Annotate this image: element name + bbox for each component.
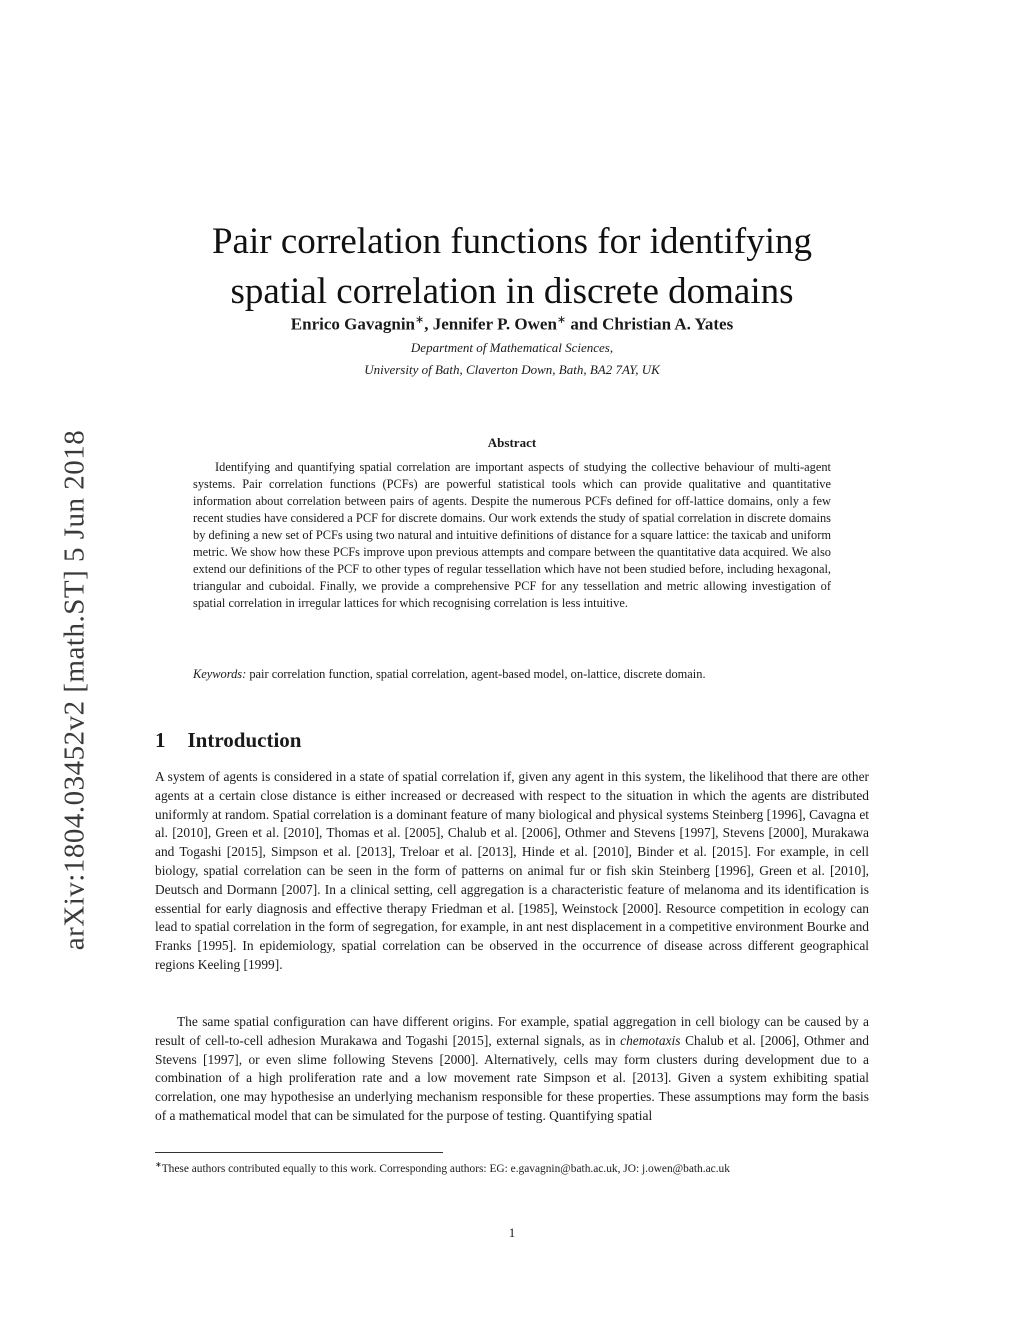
- abstract-heading: Abstract: [487, 435, 537, 450]
- author-name: Jennifer P. Owen: [432, 314, 557, 334]
- author-list: [150, 313, 874, 335]
- author-separator: and: [566, 314, 603, 334]
- affiliation-department: Department of Mathematical Sciences,: [410, 340, 614, 355]
- body-paragraph: [155, 1013, 869, 1126]
- affiliation-address: University of Bath, Claverton Down, Bath, BA2 7AY, UK: [364, 362, 660, 377]
- paragraph-text: Chalub et al. [2006], Othmer and Stevens [1997], or even slime following Stevens [2000]. Alternatively, cells may form clusters during development due to a combination of a high proliferation rate and a low movement rate Simpson et al. [2013]. Given a system exhibiting spatial correlation, one may hypothesise an underlying mechanism responsible for these properties. These assumptions may form the basis of a mathematical model that can be simulated for the purpose of testing. Quantifying spatial: [155, 1032, 869, 1123]
- section-number: 1: [155, 728, 166, 752]
- equal-contribution-mark: ∗: [556, 314, 567, 326]
- body-paragraph: A system of agents is considered in a state of spatial correlation if, given any agent in this system, the likelihood that there are other agents at a certain close distance is either increased or decreased with respect to the situation in which the agents are distributed uniformly at random. Spatial correlation is a dominant feature of many biological and physical systems Steinberg [1996], Cavagna et al. [2010], Green et al. [2010], Thomas et al. [2005], Chalub et al. [2006], Othmer and Stevens [1997], Stevens [2000], Murakawa and Togashi [2015], Simpson et al. [2013], Treloar et al. [2013], Hinde et al. [2010], Binder et al. [2015]. For example, in cell biology, spatial correlation can be seen in the form of patterns on animal fur or fish skin Steinberg [1996], Green et al. [2010], Deutsch and Dormann [2007]. In a clinical setting, cell aggregation is a characteristic feature of melanoma and its identification is essential for early diagnosis and effective therapy Friedman et al. [1985], Weinstock [2000]. Resource competition in ecology can lead to spatial correlation in the form of segregation, for example, in ant nest displacement in a competitive environment Bourke and Franks [1995]. In epidemiology, spatial correlation can be observed in the occurrence of disease across different geographical regions Keeling [1999].: [155, 769, 869, 972]
- title-line-2: spatial correlation in discrete domains: [230, 270, 794, 312]
- author-name: Christian A. Yates: [602, 314, 734, 334]
- title-line-1: Pair correlation functions for identifying: [211, 220, 813, 262]
- footnote-divider: [155, 1152, 443, 1153]
- abstract-text: Identifying and quantifying spatial correlation are important aspects of studying the collective behaviour of multi-agent systems. Pair correlation functions (PCFs) are powerful statistical tools which can provide qualitative and quantitative information about correlation between pairs of agents. Despite the numerous PCFs defined for off-lattice domains, only a few recent studies have considered a PCF for discrete domains. Our work extends the study of spatial correlation in discrete domains by defining a new set of PCFs using two natural and intuitive definitions of distance for a square lattice: the taxicab and uniform metric. We show how these PCFs improve upon previous attempts and compare between the quantitative data acquired. We also extend our definitions of the PCF to other types of regular tessellation which have not been studied before, including hexagonal, triangular and cuboidal. Finally, we provide a comprehensive PCF for any tessellation and metric allowing investigation of spatial correlation in irregular lattices for which recognising correlation is less intuitive.: [193, 460, 831, 610]
- footnote-text: These authors contributed equally to this work. Corresponding authors: EG: e.gavagnin@bath.ac.uk, JO: j.owen@bath.ac.uk: [161, 1162, 730, 1175]
- keywords-label: Keywords:: [193, 667, 247, 681]
- arxiv-identifier: arXiv:1804.03452v2 [math.ST] 5 Jun 2018: [58, 429, 91, 951]
- page-number: 1: [508, 1225, 516, 1240]
- author-separator: ,: [424, 314, 433, 334]
- arxiv-sidebar: [35, 405, 115, 975]
- equal-contribution-mark: ∗: [415, 314, 425, 326]
- footnote-mark: ∗: [155, 1160, 162, 1169]
- section-heading: [155, 728, 301, 753]
- keywords-list: pair correlation function, spatial correlation, agent-based model, on-lattice, discrete domain.: [246, 667, 706, 681]
- author-name: Enrico Gavagnin: [290, 314, 415, 334]
- paragraph-text: The same spatial configuration can have different origins. For example, spatial aggregation in cell biology can be caused by a result of cell-to-cell adhesion Murakawa and Togashi [2015], external signals, as in: [155, 1014, 869, 1048]
- section-title: Introduction: [187, 728, 302, 752]
- paper-title: [150, 217, 874, 317]
- keywords: [193, 666, 831, 683]
- footnote: [155, 1157, 869, 1177]
- emphasized-term: chemotaxis: [620, 1032, 681, 1048]
